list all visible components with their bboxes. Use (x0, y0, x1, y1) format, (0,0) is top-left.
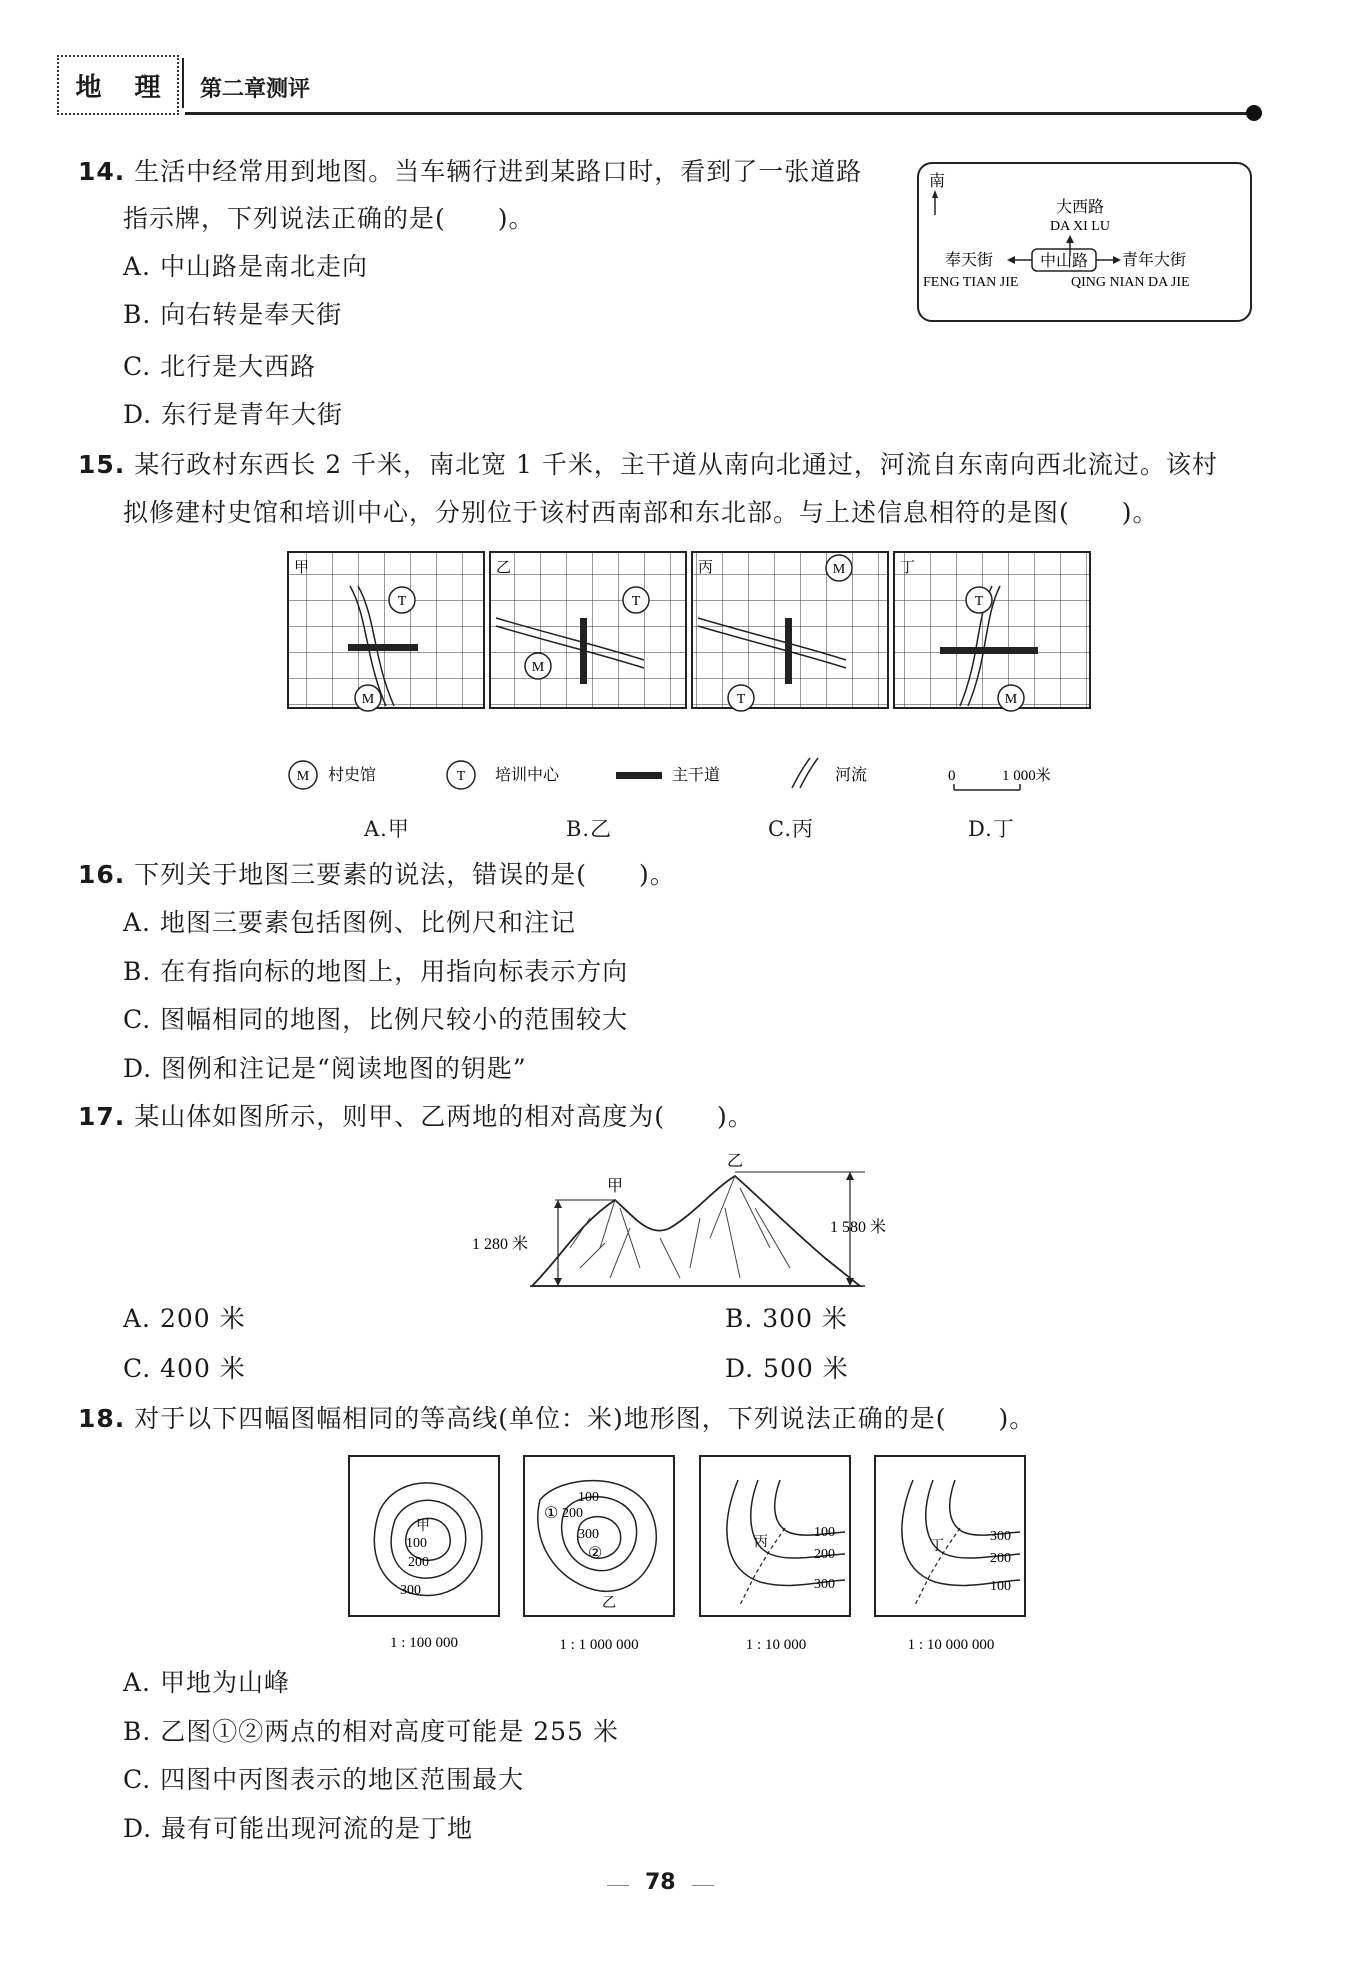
q16-option-d[interactable]: D. 图例和注记是“阅读地图的钥匙” (123, 1054, 527, 1083)
q14-number: 14. (78, 157, 126, 186)
legend-river-label: 河流 (835, 767, 868, 784)
map-ding-t: T (974, 594, 984, 609)
q18-option-a[interactable]: A. 甲地为山峰 (123, 1668, 290, 1697)
map-bing-m: M (832, 562, 846, 577)
height-a-label: 1 280 米 (472, 1236, 529, 1253)
map-ding-label: 丁 (900, 560, 916, 576)
map-bing-t: T (736, 692, 746, 707)
q17-stem: 17. 某山体如图所示，则甲、乙两地的相对高度为( )。 (78, 1102, 754, 1131)
q17-option-c[interactable]: C. 400 米 (123, 1354, 246, 1383)
contour-bing-300: 300 (814, 1577, 835, 1592)
height-b-label: 1 580 米 (830, 1219, 887, 1236)
page-number: 78 (645, 1870, 676, 1895)
contour-jia-scale: 1 : 100 000 (390, 1635, 458, 1651)
sign-center: 中山路 (1039, 253, 1089, 270)
sign-right-py: QING NIAN DA JIE (1071, 275, 1190, 290)
q15-option-a[interactable]: A.甲 (364, 817, 410, 841)
header-rule (185, 112, 1255, 115)
sign-north-label: 南 (929, 173, 946, 190)
q16-option-c[interactable]: C. 图幅相同的地图，比例尺较小的范围较大 (123, 1005, 629, 1034)
sign-top-cn: 大西路 (1055, 199, 1105, 216)
contour-bing-100: 100 (814, 1525, 835, 1540)
contour-ding-scale: 1 : 10 000 000 (907, 1637, 995, 1653)
contour-ding-300: 300 (990, 1529, 1011, 1544)
legend-t-label: 培训中心 (495, 767, 560, 784)
contour-ding-200: 200 (990, 1551, 1011, 1566)
q18-number: 18. (78, 1404, 126, 1433)
header-divider (182, 58, 184, 108)
legend-scale-end: 1 000米 (1002, 768, 1051, 784)
contour-jia-200: 200 (408, 1555, 429, 1570)
sign-right-cn: 青年大街 (1122, 252, 1187, 269)
contour-map-bing (700, 1456, 850, 1653)
q16-option-b[interactable]: B. 在有指向标的地图上，用指向标表示方向 (123, 957, 629, 986)
contour-jia-300: 300 (400, 1583, 421, 1598)
q15-stem-line1: 15. 某行政村东西长 2 千米，南北宽 1 千米，主干道从南向北通过，河流自东南向西北流过。该村 (78, 450, 1218, 479)
subject-box (57, 55, 179, 115)
q18-stem: 18. 对于以下四幅图幅相同的等高线(单位：米)地形图，下列说法正确的是( )。 (78, 1404, 1036, 1433)
q15-number: 15. (78, 450, 126, 479)
map-jia-t: T (397, 594, 407, 609)
q15-legend (289, 758, 1051, 790)
q18-option-b[interactable]: B. 乙图①②两点的相对高度可能是 255 米 (123, 1717, 619, 1746)
q15-option-d[interactable]: D.丁 (968, 817, 1015, 841)
subject-char-2: 理 (134, 72, 161, 103)
q18-option-d[interactable]: D. 最有可能出现河流的是丁地 (123, 1814, 474, 1843)
q14-option-a[interactable]: A. 中山路是南北走向 (123, 252, 368, 281)
q15-option-b[interactable]: B.乙 (566, 817, 613, 841)
road-sign-figure (915, 160, 1255, 325)
legend-scale-zero: 0 (948, 768, 956, 784)
sign-top-py: DA XI LU (1050, 219, 1110, 234)
header-rule-dot (1246, 105, 1262, 121)
q15-stem-line2: 拟修建村史馆和培训中心，分别位于该村西南部和东北部。与上述信息相符的是图( )。 (123, 498, 1159, 527)
map-ding-m: M (1004, 692, 1018, 707)
contour-bing-scale: 1 : 10 000 (745, 1637, 807, 1653)
map-jia-m: M (361, 692, 375, 707)
sign-left-cn: 奉天街 (945, 252, 994, 269)
q15-map-jia (288, 552, 484, 711)
contour-yi-200: 200 (562, 1506, 583, 1521)
q14-option-c[interactable]: C. 北行是大西路 (123, 352, 317, 381)
contour-map-yi (524, 1456, 674, 1653)
contour-ding-100: 100 (990, 1579, 1011, 1594)
q15-maps-figure (280, 548, 1100, 848)
q15-option-c[interactable]: C.丙 (768, 817, 814, 841)
q14-option-d[interactable]: D. 东行是青年大街 (123, 400, 344, 429)
map-jia-label: 甲 (294, 560, 310, 576)
footer-rule-right (692, 1885, 714, 1886)
map-bing-label: 丙 (698, 560, 714, 576)
q16-stem: 16. 下列关于地图三要素的说法，错误的是( )。 (78, 860, 676, 889)
q17-mountain-figure (470, 1148, 920, 1293)
contour-yi-300: 300 (578, 1527, 599, 1542)
map-yi-label: 乙 (496, 560, 512, 576)
legend-m-label: 村史馆 (328, 767, 377, 784)
contour-yi-100: 100 (578, 1490, 599, 1505)
q14-option-b[interactable]: B. 向右转是奉天街 (123, 300, 343, 329)
q16-option-a[interactable]: A. 地图三要素包括图例、比例尺和注记 (123, 908, 576, 937)
map-yi-m: M (531, 660, 545, 675)
peak-a-label: 甲 (606, 1178, 624, 1195)
q17-option-a[interactable]: A. 200 米 (123, 1304, 246, 1333)
contour-map-ding (875, 1456, 1025, 1653)
contour-yi-point1: ① (544, 1505, 559, 1522)
q15-map-yi (490, 552, 686, 708)
q17-option-d[interactable]: D. 500 米 (725, 1354, 849, 1383)
footer-rule-left (607, 1885, 629, 1886)
contour-yi-point2: ② (588, 1545, 603, 1562)
q14-stem-line2: 指示牌，下列说法正确的是( )。 (123, 204, 535, 233)
q15-map-bing (692, 552, 888, 711)
contour-bing-200: 200 (814, 1547, 835, 1562)
map-yi-t: T (631, 594, 641, 609)
contour-map-jia (349, 1456, 499, 1651)
contour-jia-place: 甲 (416, 1519, 430, 1534)
q17-number: 17. (78, 1102, 126, 1131)
legend-t-symbol: T (456, 769, 466, 784)
q18-contour-figure (340, 1450, 1040, 1655)
peak-b-label: 乙 (726, 1153, 744, 1170)
contour-bing-place: 丙 (754, 1535, 768, 1550)
q16-number: 16. (78, 860, 126, 889)
sign-left-py: FENG TIAN JIE (923, 275, 1019, 290)
subject-char-1: 地 (75, 72, 102, 103)
chapter-title: 第二章测评 (200, 77, 311, 102)
legend-road-label: 主干道 (672, 767, 721, 784)
contour-jia-100: 100 (406, 1536, 427, 1551)
q18-option-c[interactable]: C. 四图中丙图表示的地区范围最大 (123, 1765, 525, 1794)
contour-yi-place: 乙 (602, 1596, 616, 1611)
q15-map-ding (894, 552, 1090, 711)
contour-ding-place: 丁 (930, 1539, 944, 1554)
q17-option-b[interactable]: B. 300 米 (725, 1304, 848, 1333)
q14-stem-line1: 14. 生活中经常用到地图。当车辆行进到某路口时，看到了一张道路 (78, 157, 863, 186)
legend-m-symbol: M (296, 769, 310, 784)
contour-yi-scale: 1 : 1 000 000 (559, 1637, 639, 1653)
